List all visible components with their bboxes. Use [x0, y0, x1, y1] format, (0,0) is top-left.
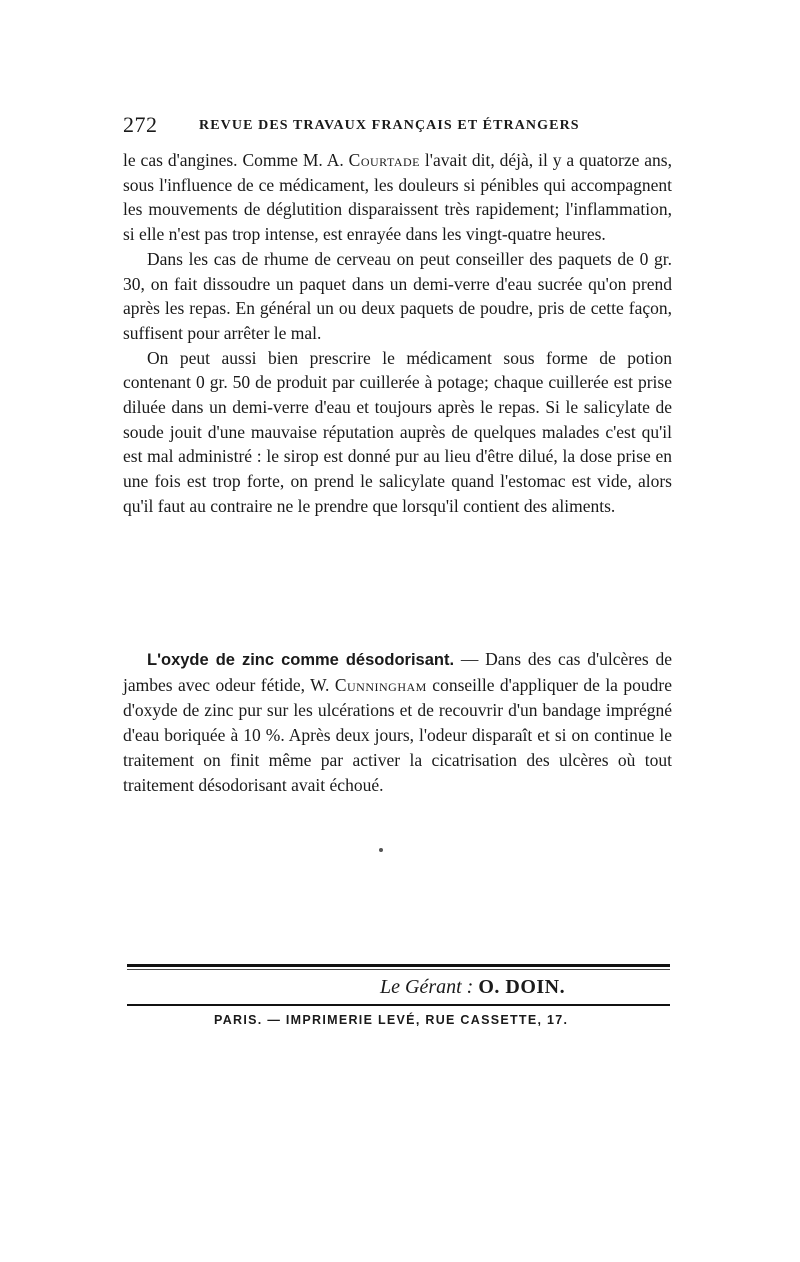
page-header	[123, 112, 683, 142]
printer-imprint: PARIS. — IMPRIMERIE LEVÉ, RUE CASSETTE, 17.	[214, 1013, 569, 1027]
footer-rule-top-thin	[127, 969, 670, 970]
section-text-pre: — Dans des cas d'ulcères de jambes avec odeur fétide, W.	[123, 649, 672, 695]
footer-rule-top	[127, 964, 670, 967]
gerant-line	[380, 976, 670, 999]
running-head: REVUE DES TRAVAUX FRANÇAIS ET ÉTRANGERS	[199, 118, 580, 133]
ink-speck	[379, 848, 383, 852]
author-name: Courtade	[348, 150, 420, 170]
paragraph-text-post: l'avait dit, déjà, il y a quatorze ans, sous l'influence de ce médicament, les douleurs si pénibles qui accompagnent les mouvements de déglutition disparaissent très rapidement; l'inflammation, si elle n'est pas trop intense, est enrayée dans les vingt-quatre heures.	[123, 150, 672, 245]
author-name: Cunningham	[334, 674, 427, 695]
paragraph: On peut aussi bien prescrire le médicament sous forme de potion contenant 0 gr. 50 de produit par cuillerée à potage; chaque cuillerée est prise diluée dans un demi-verre d'eau et toujours après le repas. Si le salicylate de soude jouit d'une mauvaise réputation auprès de quelques malades c'est qu'il est mal administré : le sirop est donné pur au lieu d'être dilué, la dose prise en une fois est trop forte, on prend le salicylate quand l'estomac est vide, alors qu'il faut au contraire ne le prendre que lorsqu'il contient des aliments.	[123, 347, 672, 516]
article-section	[123, 647, 672, 797]
footer-rule-bottom	[127, 1004, 670, 1006]
paragraph-text-pre: le cas d'angines. Comme M. A.	[123, 150, 349, 170]
section-paragraph	[123, 647, 672, 797]
gerant-name: O. DOIN.	[478, 976, 566, 998]
paragraph	[123, 148, 672, 247]
section-text-post: conseille d'appliquer de la poudre d'oxyde de zinc pur sur les ulcérations et de recouvrir d'un bandage imprégné d'eau boriquée à 10 %. Après deux jours, l'odeur disparaît et si on continue le traitement on finit même par activer la cicatrisation des ulcères où tout traitement désodorisant avait échoué.	[123, 674, 672, 795]
gerant-label: Le Gérant :	[380, 976, 474, 998]
page-number: 272	[123, 112, 158, 137]
paragraph: Dans les cas de rhume de cerveau on peut conseiller des paquets de 0 gr. 30, on fait dissoudre un paquet dans un demi-verre d'eau sucrée qu'on prend après les repas. En général un ou deux paquets de poudre, pris de cette façon, suffisent pour arrêter le mal.	[123, 248, 672, 343]
body-text	[123, 148, 672, 519]
section-title: L'oxyde de zinc comme désodorisant.	[147, 651, 455, 669]
